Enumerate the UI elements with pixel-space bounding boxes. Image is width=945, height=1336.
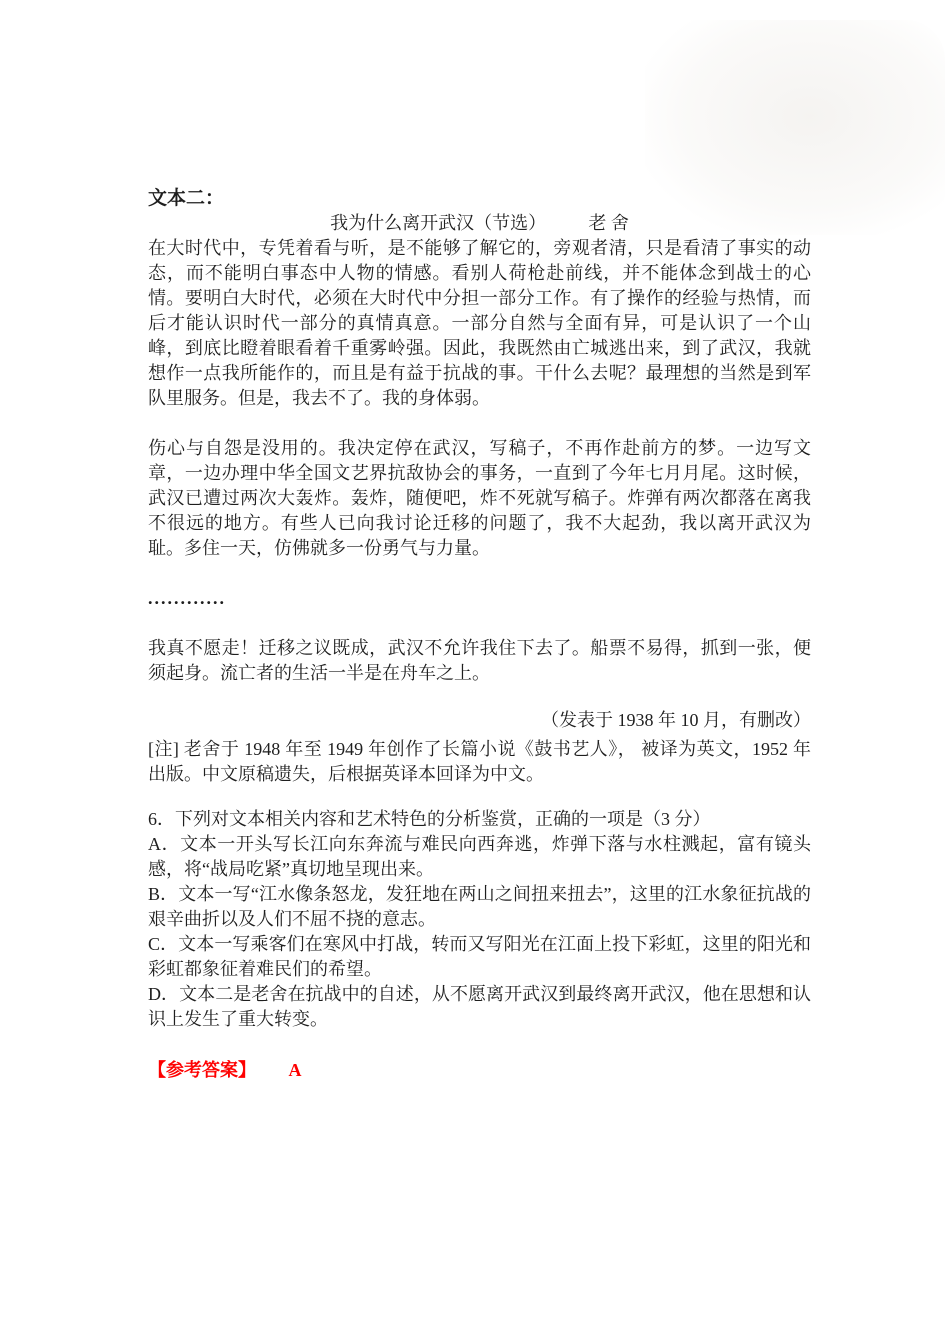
essay-paragraph-2: 伤心与自怨是没用的。我决定停在武汉，写稿子，不再作赴前方的梦。一边写文章，一边办理中华全国文艺界抗敌协会的事务，一直到了今年七月月尾。这时候，武汉已遭过两次大轰炸。轰炸，随便吧，炸不死就写稿子。炸弹有两次都落在离我不很远的地方。有些人已向我讨论迁移的问题了，我不大起劲，我以离开武汉为耻。多住一天，仿佛就多一份勇气与力量。 (148, 438, 811, 558)
option-a: A．文本一开头写长江向东奔流与难民向西奔逃，炸弹下落与水柱溅起，富有镜头感，将“战局吃紧”真切地呈现出来。 (148, 834, 811, 879)
essay-title: 我为什么离开武汉（节选） (330, 213, 547, 233)
answer-line (148, 1058, 811, 1083)
option-b: B．文本一写“江水像条怒龙，发狂地在两山之间扭来扭去”，这里的江水象征抗战的艰辛曲折以及人们不屈不挠的意志。 (148, 884, 811, 929)
essay-title-line (148, 211, 811, 236)
ellipsis-line: ............ (148, 588, 226, 608)
answer-value: A (288, 1060, 302, 1080)
option-d: D．文本二是老舍在抗战中的自述，从不愿离开武汉到最终离开武汉，他在思想和认识上发生了重大转变。 (148, 984, 811, 1029)
essay-paragraph-1: 在大时代中，专凭着看与听，是不能够了解它的，旁观者清，只是看清了事实的动态，而不能明白事态中人物的情感。看别人荷枪赴前线，并不能体念到战士的心情。要明白大时代，必须在大时代中分担一部分工作。有了操作的经验与热情，而后才能认识时代一部分的真情真意。一部分自然与全面有异，可是认识了一个山峰，到底比瞪着眼看着千重雾岭强。因此，我既然由亡城逃出来，到了武汉，我就想作一点我所能作的，而且是有益于抗战的事。干什么去呢？最理想的当然是到军队里服务。但是，我去不了。我的身体弱。 (148, 238, 811, 408)
editor-note: [注] 老舍于 1948 年至 1949 年创作了长篇小说《鼓书艺人》， 被译为英文，1952 年出版。中文原稿遗失，后根据英译本回译为中文。 (148, 739, 811, 784)
question-stem: 6．下列对文本相关内容和艺术特色的分析鉴赏，正确的一项是（3 分） (148, 809, 711, 829)
answer-label: 【参考答案】 (148, 1060, 256, 1080)
essay-author: 老 舍 (588, 213, 629, 233)
option-c: C．文本一写乘客们在寒风中打战，转而又写阳光在江面上投下彩虹，这里的阳光和彩虹都象征着难民们的希望。 (148, 934, 811, 979)
section-label: 文本二： (148, 188, 225, 209)
publication-note: （发表于 1938 年 10 月，有删改） (541, 710, 811, 730)
essay-paragraph-3: 我真不愿走！迁移之议既成，武汉不允许我住下去了。船票不易得，抓到一张，便须起身。流亡者的生活一半是在舟车之上。 (148, 638, 811, 683)
document-content (148, 186, 811, 1083)
